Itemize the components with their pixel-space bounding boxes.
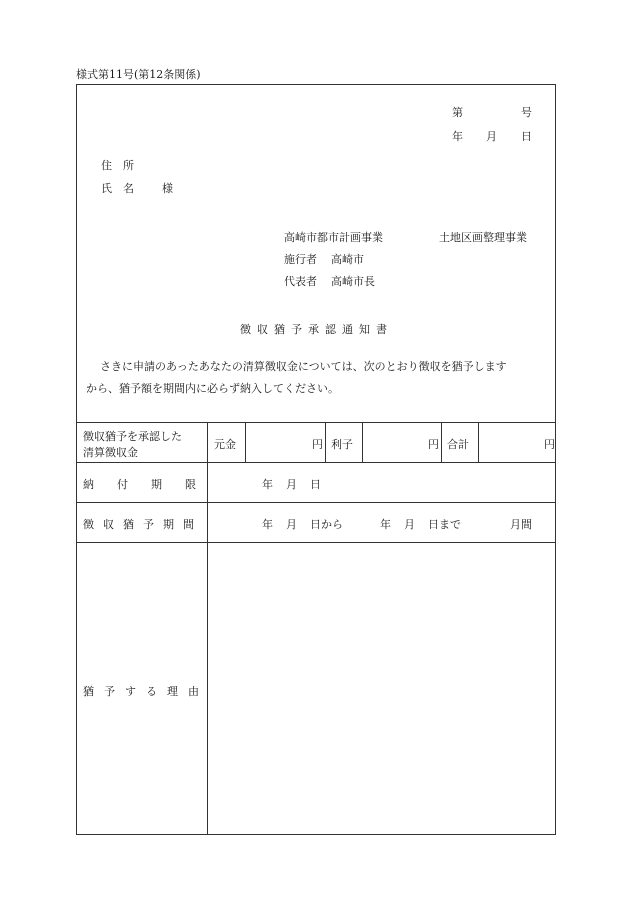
principal-label: 元金	[214, 438, 236, 451]
row3-day-2: 日まで	[428, 518, 461, 531]
row3-year-2: 年	[380, 518, 391, 531]
row3-year-1: 年	[262, 518, 273, 531]
row1-label-line-2: 清算徴収金	[83, 446, 138, 459]
row2-bottom-rule	[76, 502, 556, 503]
representative-value: 高崎市長	[331, 275, 375, 288]
project-name: 高崎市都市計画事業	[284, 231, 383, 244]
principal-divider	[245, 422, 246, 462]
row2-year: 年	[262, 478, 273, 491]
date-year: 年	[452, 130, 463, 143]
body-line-2: から、猶予額を期間内に必らず納入してください。	[86, 382, 339, 395]
row1-bottom-rule	[76, 462, 556, 463]
total-start-rule	[441, 422, 442, 462]
interest-yen: 円	[428, 438, 439, 451]
form-number-label: 様式第11号(第12条関係)	[76, 68, 201, 81]
interest-start-rule	[325, 422, 326, 462]
number-go: 号	[521, 106, 532, 119]
date-month: 月	[486, 130, 497, 143]
table-top-rule	[76, 422, 556, 423]
honorific: 様	[162, 182, 173, 195]
principal-yen: 円	[312, 438, 323, 451]
executor-label: 施行者	[284, 253, 317, 266]
number-dai: 第	[452, 106, 463, 119]
project-type: 土地区画整理事業	[439, 231, 527, 244]
row4-label: 猶予する理由	[83, 685, 209, 698]
row3-month-2: 月	[404, 518, 415, 531]
total-yen: 円	[544, 438, 555, 451]
row2-label: 納付期限	[83, 478, 219, 491]
name-label: 氏 名	[101, 182, 134, 195]
total-divider	[478, 422, 479, 462]
row3-month-1: 月	[286, 518, 297, 531]
row3-label: 徴収猶予期間	[83, 518, 203, 531]
row3-months: 月間	[510, 518, 532, 531]
date-day: 日	[521, 130, 532, 143]
body-line-1: さきに申請のあったあなたの清算徴収金については、次のとおり徴収を猶予します	[100, 360, 507, 373]
total-label: 合計	[447, 438, 469, 451]
reason-field[interactable]	[208, 543, 555, 834]
executor-value: 高崎市	[331, 253, 364, 266]
representative-label: 代表者	[284, 275, 317, 288]
address-label: 住 所	[101, 159, 134, 172]
row3-day-1: 日から	[310, 518, 343, 531]
row2-day: 日	[310, 478, 321, 491]
document-title: 徴収猶予承認通知書	[240, 323, 393, 336]
interest-label: 利子	[331, 438, 353, 451]
row2-month: 月	[286, 478, 297, 491]
row1-label-line-1: 徴収猶予を承認した	[83, 430, 182, 443]
interest-divider	[362, 422, 363, 462]
